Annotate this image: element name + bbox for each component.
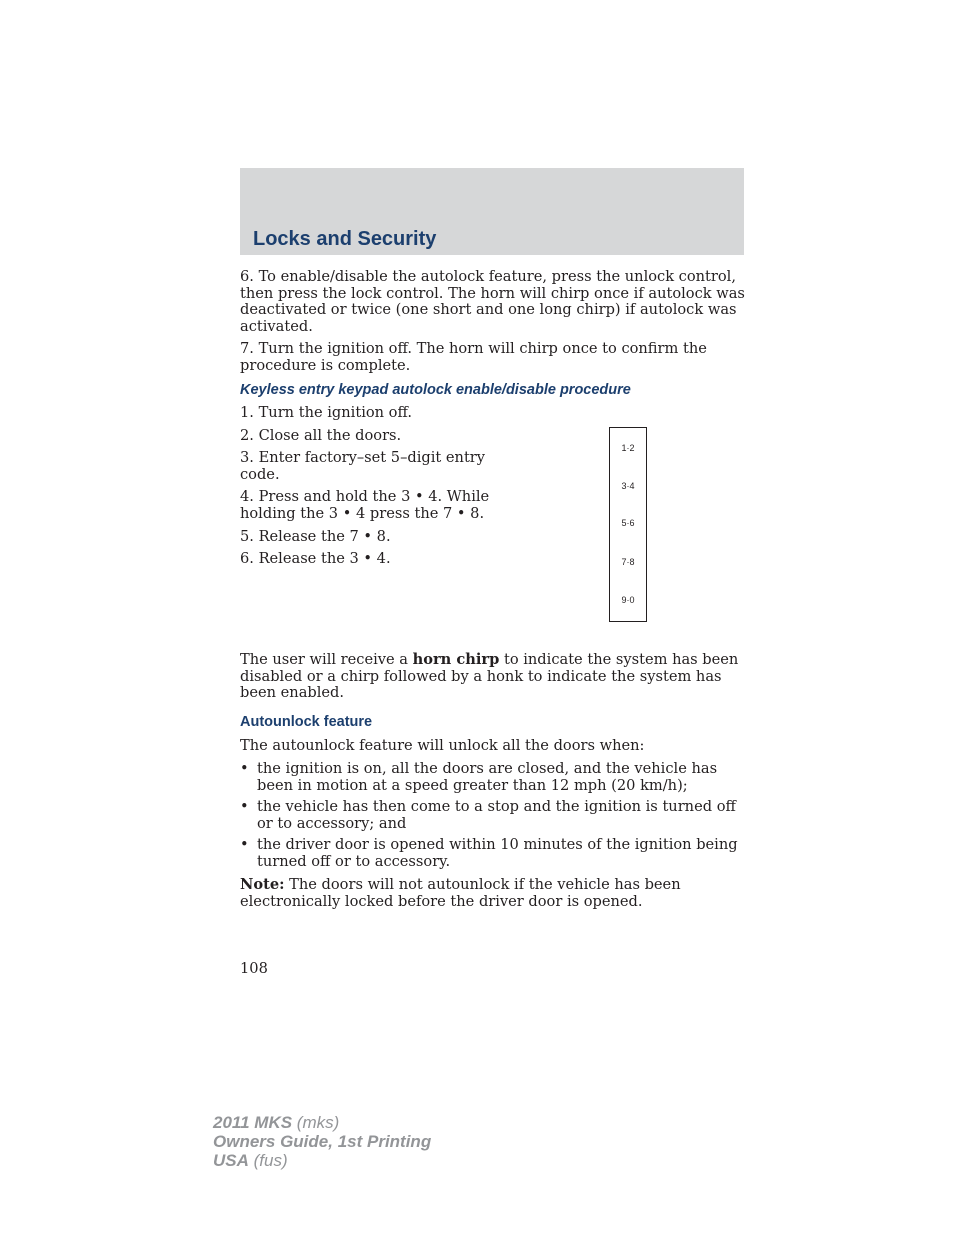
footer-region-code: (fus) xyxy=(248,1151,288,1170)
step-7-paragraph: 7. Turn the ignition off. The horn will chirp once to confirm the procedure is complete. xyxy=(240,340,707,374)
footer-region: USA xyxy=(213,1151,249,1170)
footer-line-guide xyxy=(213,1132,431,1151)
footer-guide: Owners Guide, 1st Printing xyxy=(213,1132,432,1151)
footer-line-region xyxy=(213,1151,431,1170)
chirp-text-after: to indicate the system has been disabled or a chirp followed by a honk to indicate the system has been enabled. xyxy=(240,651,739,702)
bullet-text: the driver door is opened within 10 minutes of the ignition being turned off or to accessory. xyxy=(257,836,738,870)
page-number: 108 xyxy=(240,960,268,977)
section-header-band xyxy=(240,168,744,255)
keypad-step: 2. Close all the doors. xyxy=(240,426,402,444)
bullet-text: the vehicle has then come to a stop and the ignition is turned off or to accessory; and xyxy=(257,798,736,832)
autounlock-heading: Autounlock feature xyxy=(240,714,373,730)
keypad-steps-list xyxy=(240,405,490,568)
keypad-procedure-heading: Keyless entry keypad autolock enable/disable procedure xyxy=(240,382,631,398)
keypad-key-1-2: 1·2 xyxy=(621,443,635,453)
note-text: The doors will not autounlock if the vehicle has been electronically locked before the driver door is opened. xyxy=(240,876,681,910)
keypad-illustration xyxy=(609,427,647,622)
note-paragraph xyxy=(240,877,746,910)
keypad-step: 4. Press and hold the 3 • 4. While holding the 3 • 4 press the 7 • 8. xyxy=(240,488,490,522)
chirp-text-bold: horn chirp xyxy=(412,651,500,668)
document-footer xyxy=(213,1113,431,1170)
footer-line-model xyxy=(213,1113,431,1132)
keypad-step: 3. Enter factory–set 5–digit entry code. xyxy=(240,449,486,483)
section-title: Locks and Security xyxy=(253,228,437,250)
footer-model-code: (mks) xyxy=(292,1113,340,1132)
bullet-dot: • xyxy=(240,798,249,816)
bullet-item xyxy=(240,837,746,870)
keypad-key-9-0: 9·0 xyxy=(621,595,635,605)
step-6-paragraph: 6. To enable/disable the autolock feature, press the unlock control, then press the lock control. The horn will chirp once if autolock was deactivated or twice (one short and one long chirp) if autolock was activated. xyxy=(240,268,745,335)
keypad-key-5-6: 5·6 xyxy=(621,518,635,528)
keypad-step: 5. Release the 7 • 8. xyxy=(240,527,391,545)
bullet-dot: • xyxy=(240,836,249,854)
keypad-key-3-4: 3·4 xyxy=(621,481,635,491)
keypad-step: 1. Turn the ignition off. xyxy=(240,404,412,421)
autounlock-bullet-list xyxy=(240,761,746,871)
bullet-item xyxy=(240,799,746,832)
chirp-text-before: The user will receive a xyxy=(240,651,413,668)
horn-chirp-paragraph xyxy=(240,652,746,702)
bullet-item xyxy=(240,761,746,794)
keypad-key-7-8: 7·8 xyxy=(621,557,635,567)
autounlock-intro: The autounlock feature will unlock all the doors when: xyxy=(240,737,645,754)
note-label: Note: xyxy=(240,876,285,893)
keypad-step: 6. Release the 3 • 4. xyxy=(240,550,391,568)
bullet-text: the ignition is on, all the doors are closed, and the vehicle has been in motion at a speed greater than 12 mph (20 km/h); xyxy=(257,760,718,794)
footer-model: 2011 MKS xyxy=(213,1113,293,1132)
bullet-dot: • xyxy=(240,760,249,777)
